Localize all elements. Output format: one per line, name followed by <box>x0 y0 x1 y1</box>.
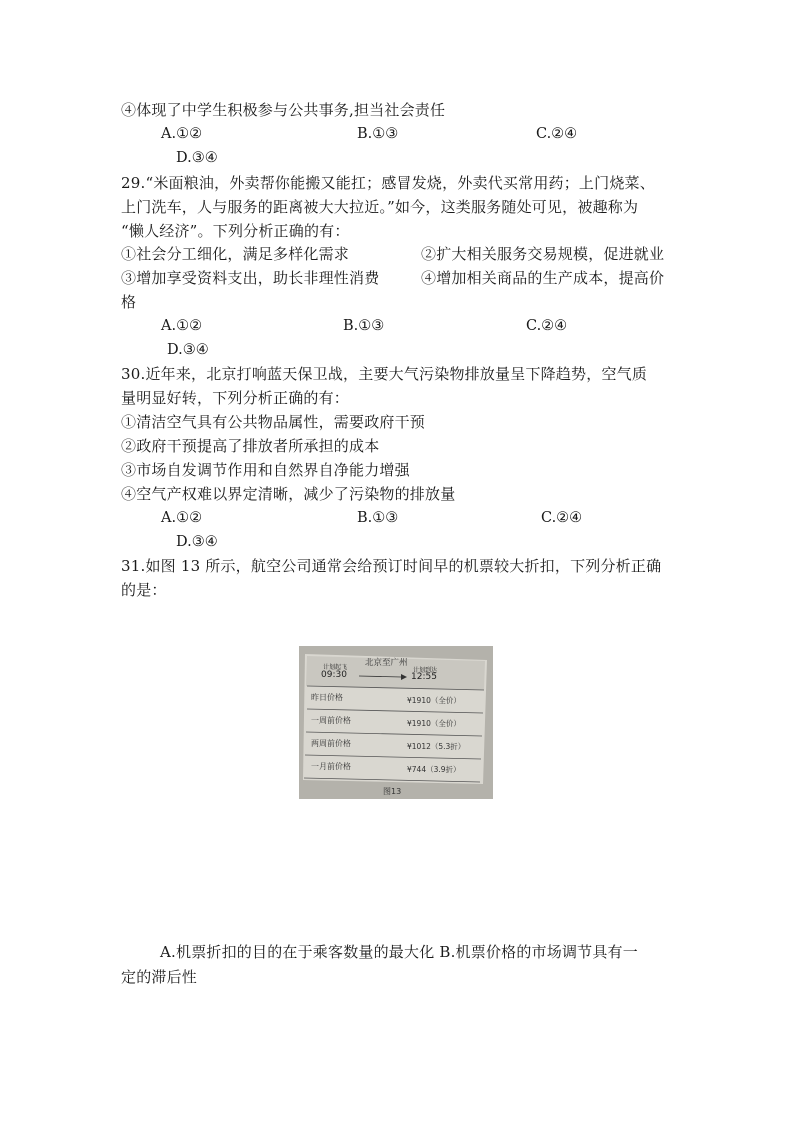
q29-stem-line-2: 上门洗车，人与服务的距离被大大拉近。”如今，这类服务随处可见，被趣称为 <box>121 198 639 216</box>
q29-option-c: C.②④ <box>526 318 568 334</box>
figure-depart-time: 09:30 <box>321 670 347 680</box>
figure-caption: 图13 <box>383 787 402 796</box>
figure-depart-label: 计划起飞 <box>323 664 348 671</box>
q30-statement-2: ②政府干预提高了排放者所承担的成本 <box>121 437 380 455</box>
q29-stem-line-3: “懒人经济”。下列分析正确的有： <box>121 222 350 240</box>
q28-option-d: D.③④ <box>176 150 218 166</box>
q29-option-a: A.①② <box>161 318 203 334</box>
figure-row-price: ¥1910（全价） <box>407 696 461 705</box>
q30-statement-3: ③市场自发调节作用和自然界自净能力增强 <box>121 461 410 479</box>
q28-option-c: C.②④ <box>536 126 578 142</box>
figure-row-price: ¥1012（5.3折） <box>407 742 466 751</box>
q29-statement-4-cont: 格 <box>121 293 137 311</box>
figure-route-title: 北京至广州 <box>365 658 408 668</box>
q29-statement-4: ④增加相关商品的生产成本，提高价 <box>421 269 665 287</box>
q30-stem-line-2: 量明显好转，下列分析正确的有： <box>121 389 350 407</box>
figure-row-price: ¥1910（全价） <box>407 719 461 728</box>
figure-row-label: 两周前价格 <box>311 739 351 748</box>
figure-row-label: 一月前价格 <box>311 762 351 771</box>
q30-option-c: C.②④ <box>541 510 583 526</box>
q28-option-a: A.①② <box>161 126 203 142</box>
q31-stem-line-2: 的是： <box>121 581 167 599</box>
q29-statement-2: ②扩大相关服务交易规模，促进就业 <box>421 245 665 263</box>
q30-statement-1: ①清洁空气具有公共物品属性，需要政府干预 <box>121 413 426 431</box>
figure-13-photo <box>299 646 493 799</box>
q28-option-b: B.①③ <box>357 126 399 142</box>
figure-row-label: 一周前价格 <box>311 716 351 725</box>
q31-option-b-cont: 定的滞后性 <box>121 968 198 986</box>
q30-statement-4: ④空气产权难以界定清晰，减少了污染物的排放量 <box>121 485 456 503</box>
figure-row-price: ¥744（3.9折） <box>407 765 461 774</box>
figure-arrive-label: 计划到达 <box>413 667 438 674</box>
q30-stem-line-1: 30.近年来，北京打响蓝天保卫战，主要大气污染物排放量呈下降趋势，空气质 <box>121 365 648 383</box>
q30-option-a: A.①② <box>161 510 203 526</box>
q29-statement-3: ③增加享受资料支出，助长非理性消费 <box>121 269 380 287</box>
q29-statement-1: ①社会分工细化，满足多样化需求 <box>121 245 350 263</box>
q31-stem-line-1: 31.如图 13 所示，航空公司通常会给预订时间早的机票较大折扣，下列分析正确 <box>121 557 662 575</box>
q31-options-a-b: A.机票折扣的目的在于乘客数量的最大化 B.机票价格的市场调节具有一 <box>160 943 638 961</box>
q30-option-b: B.①③ <box>357 510 399 526</box>
figure-row-label: 昨日价格 <box>311 693 343 702</box>
q29-option-d: D.③④ <box>167 342 209 358</box>
q28-statement-4: ④体现了中学生积极参与公共事务,担当社会责任 <box>121 101 446 119</box>
q29-stem-line-1: 29.“米面粮油，外卖帮你能搬又能扛；感冒发烧，外卖代买常用药；上门烧菜、 <box>121 174 655 192</box>
figure-arrive-time: 12:55 <box>411 672 437 682</box>
q29-option-b: B.①③ <box>343 318 385 334</box>
q30-option-d: D.③④ <box>176 534 218 550</box>
